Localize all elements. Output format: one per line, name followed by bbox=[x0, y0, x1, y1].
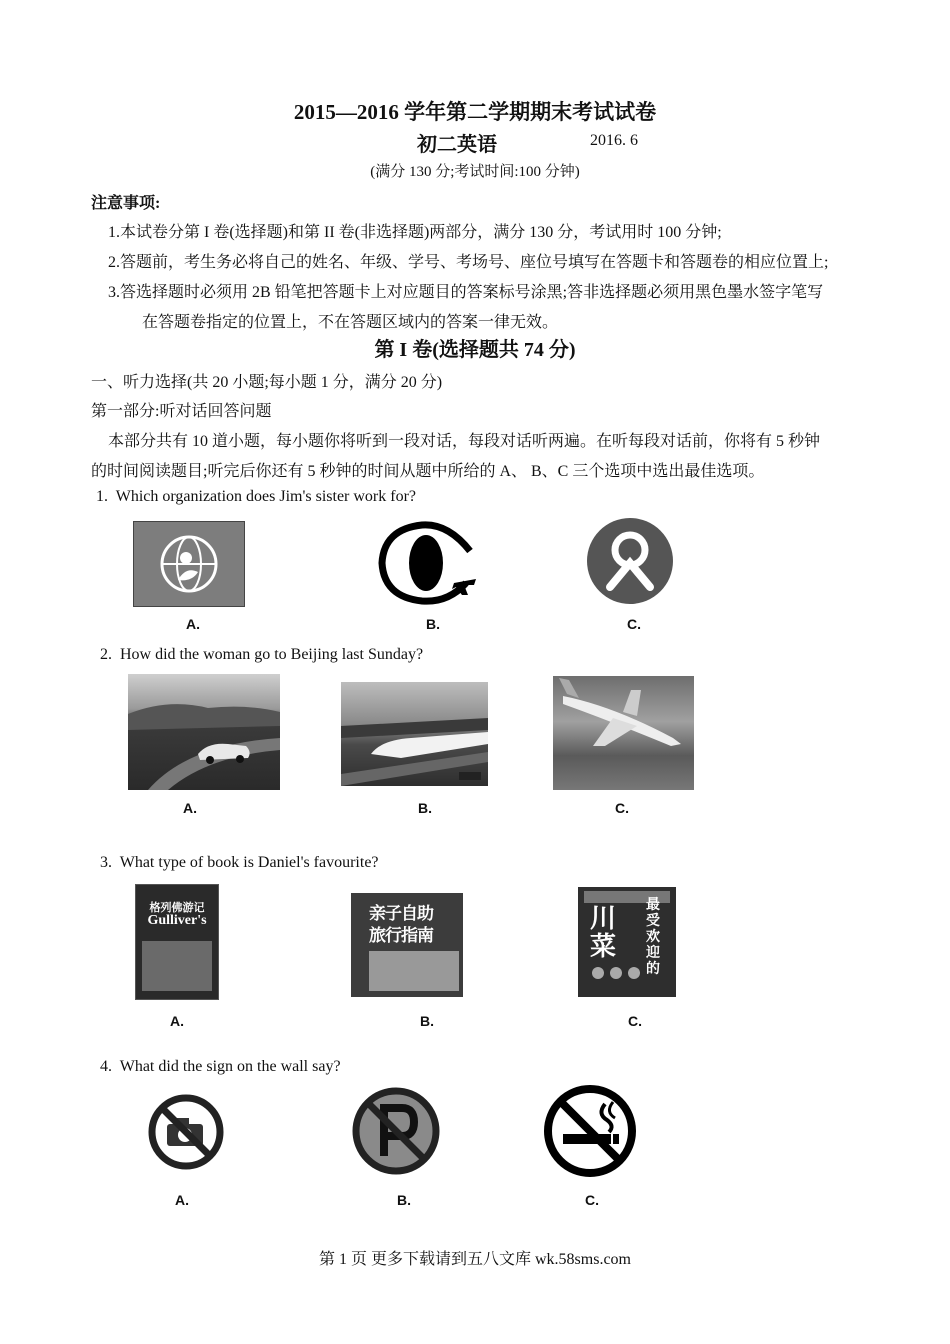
question-number: 3. bbox=[100, 854, 112, 871]
train-photo-image bbox=[341, 682, 488, 786]
option-b-label: B. bbox=[397, 1192, 411, 1208]
notice-item-3: 3.答选择题时必须用 2B 铅笔把答题卡上对应题目的答案标号涂黑;答非选择题必须用黑色墨水签字笔写 bbox=[108, 284, 824, 301]
exam-subject: 初二英语 bbox=[417, 134, 497, 156]
exam-title: 2015—2016 学年第二学期期末考试试卷 bbox=[293, 100, 657, 124]
option-b-label: B. bbox=[426, 616, 440, 632]
round-organization-logo-image bbox=[586, 517, 674, 605]
question-text: How did the woman go to Beijing last Sunday? bbox=[120, 646, 424, 663]
gulliver-book-cover-image bbox=[135, 884, 219, 1000]
question-2 bbox=[100, 646, 423, 664]
no-smoking-sign-icon bbox=[543, 1084, 637, 1178]
option-c-label: C. bbox=[615, 800, 629, 816]
page-footer: 第 1 页 更多下载请到五八文库 wk.58sms.com bbox=[318, 1251, 631, 1268]
no-camera-sign-icon bbox=[141, 1094, 231, 1170]
exam-date: 2016. 6 bbox=[590, 132, 638, 149]
instructions-line-2: 的时间阅读题目;听完后你还有 5 秒钟的时间从题中所给的 A、 B、C 三个选项中选出最佳选项。 bbox=[91, 463, 765, 480]
airplane-photo-image bbox=[553, 676, 694, 790]
notice-item-2: 2.答题前，考生务必将自己的姓名、年级、学号、考场号、座位号填写在答题卡和答题卷的相应位置上; bbox=[108, 254, 829, 271]
book-title-cn: 格列佛游记 bbox=[149, 901, 205, 914]
question-text: What type of book is Daniel's favourite? bbox=[119, 854, 379, 871]
option-a-label: A. bbox=[183, 800, 197, 816]
question-number: 2. bbox=[100, 646, 112, 663]
question-1 bbox=[96, 488, 416, 506]
car-photo-image bbox=[128, 674, 280, 790]
notice-item-1: 1.本试卷分第 I 卷(选择题)和第 II 卷(非选择题)两部分，满分 130 分，考试用时 100 分钟; bbox=[108, 224, 722, 241]
option-c-label: C. bbox=[628, 1013, 642, 1029]
question-4 bbox=[100, 1058, 341, 1076]
book-title-en: Gulliver's bbox=[147, 913, 207, 928]
score-info: (满分 130 分;考试时间:100 分钟) bbox=[370, 164, 580, 180]
book-title-line-1: 亲子自助 bbox=[369, 904, 433, 924]
option-c-label: C. bbox=[585, 1192, 599, 1208]
option-a-label: A. bbox=[170, 1013, 184, 1029]
notice-item-3-cont: 在答题卷指定的位置上，不在答题区域内的答案一律无效。 bbox=[142, 314, 559, 331]
question-number: 4. bbox=[100, 1058, 112, 1075]
question-3 bbox=[100, 854, 379, 872]
instructions-line-1: 本部分共有 10 道小题，每小题你将听到一段对话，每段对话听两遍。在听每段对话前，你将有 5 秒钟 bbox=[108, 433, 821, 450]
part1-heading: 一、听力选择(共 20 小题;每小题 1 分，满分 20 分) bbox=[91, 374, 443, 391]
question-number: 1. bbox=[96, 488, 108, 505]
option-a-label: A. bbox=[175, 1192, 189, 1208]
eye-airplane-logo-image bbox=[378, 521, 478, 605]
unicef-logo-image bbox=[133, 521, 245, 607]
book-title-line-2: 旅行指南 bbox=[369, 926, 433, 946]
question-text: What did the sign on the wall say? bbox=[119, 1058, 341, 1075]
option-a-label: A. bbox=[186, 616, 200, 632]
section-title: 第 I 卷(选择题共 74 分) bbox=[374, 339, 576, 361]
travel-guide-book-cover-image bbox=[351, 893, 463, 997]
notice-heading: 注意事项: bbox=[91, 195, 161, 212]
no-parking-sign-icon bbox=[350, 1086, 442, 1176]
book-title-side: 最受欢迎的 bbox=[646, 897, 660, 977]
sichuan-cuisine-book-cover-image bbox=[578, 887, 676, 997]
question-text: Which organization does Jim's sister work for? bbox=[115, 488, 417, 505]
option-b-label: B. bbox=[418, 800, 432, 816]
option-b-label: B. bbox=[420, 1013, 434, 1029]
book-title-big: 川菜 bbox=[590, 904, 617, 962]
part1-subheading: 第一部分:听对话回答问题 bbox=[91, 403, 272, 420]
option-c-label: C. bbox=[627, 616, 641, 632]
